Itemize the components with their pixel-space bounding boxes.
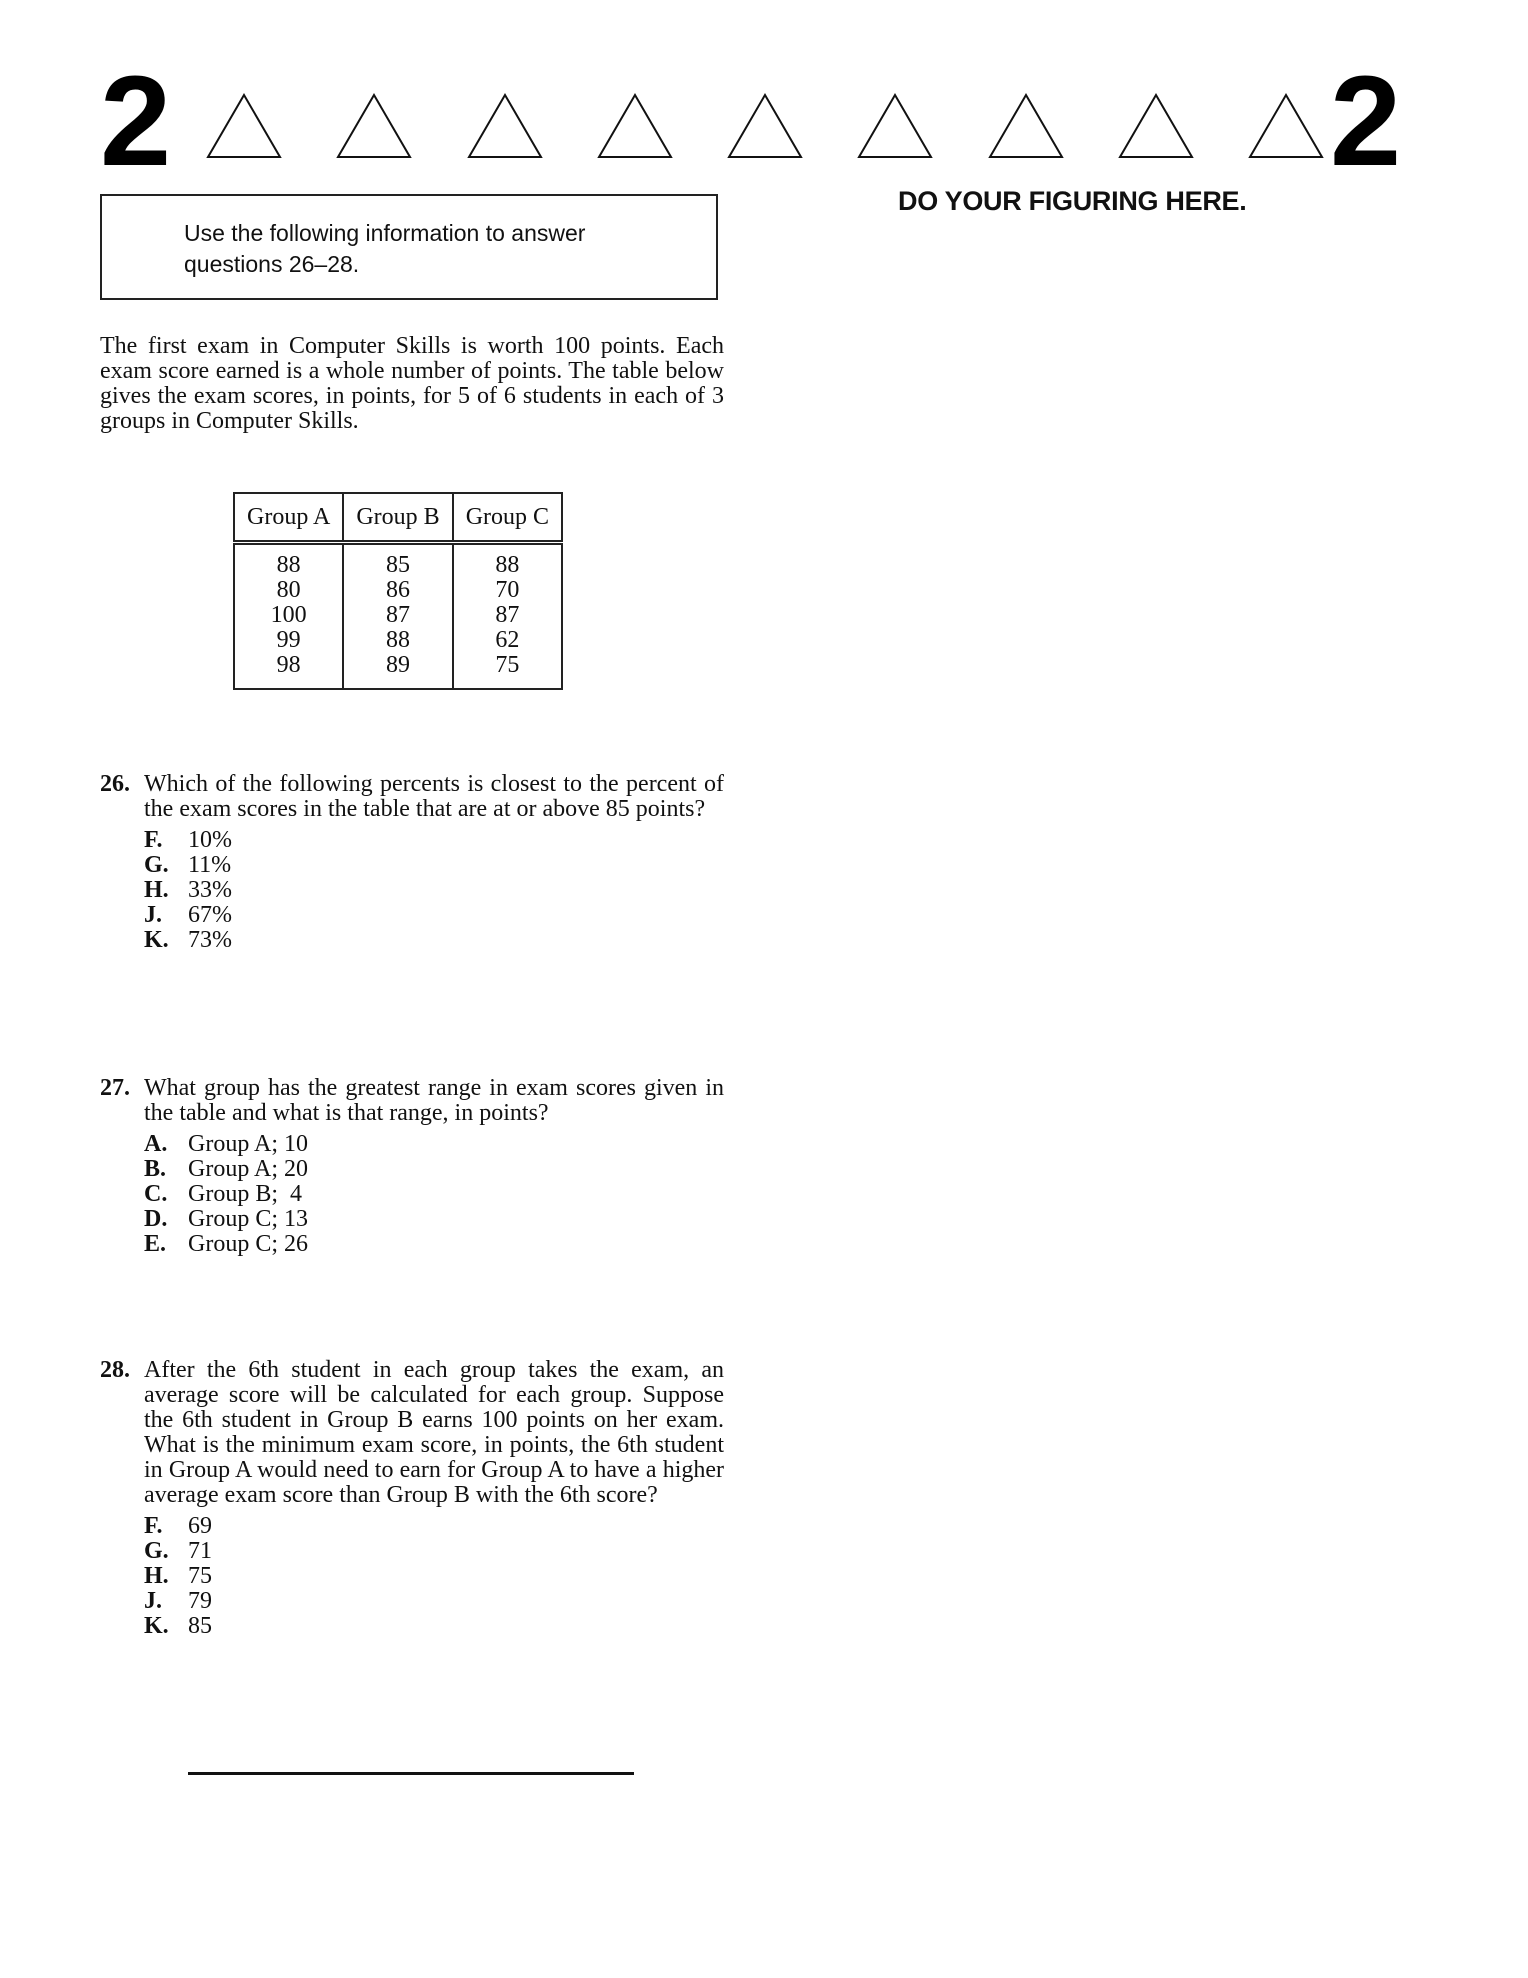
info-box-line-2: questions 26–28. [184,251,360,277]
choice-text: 67% [188,902,232,928]
choice-text: Group B; 4 [188,1181,302,1207]
figuring-label: DO YOUR FIGURING HERE. [898,186,1247,216]
answer-choice[interactable] [144,1182,724,1207]
triangle-icon [856,92,934,160]
question-number: 26. [100,771,130,797]
table-cell: 70 [453,578,562,603]
choice-letter: J. [144,902,162,928]
table-row [234,653,562,689]
choice-text: 85 [188,1613,212,1639]
triangle-row [205,92,1325,164]
choice-letter: G. [144,852,169,878]
table-cell: 62 [453,628,562,653]
answer-choice[interactable] [144,928,724,953]
answer-choice[interactable] [144,1514,724,1539]
table-cell: 80 [234,578,343,603]
triangle-icon [987,92,1065,160]
answer-choices [144,828,724,953]
answer-choice[interactable] [144,853,724,878]
table-cell: 88 [453,543,562,579]
choice-letter: H. [144,877,169,903]
table-row [234,628,562,653]
choice-letter: K. [144,1613,169,1639]
choice-text: 69 [188,1513,212,1539]
table-cell: 87 [453,603,562,628]
choice-letter: C. [144,1181,168,1207]
question-27 [100,1076,724,1257]
answer-choice[interactable] [144,903,724,928]
table-cell: 88 [234,543,343,579]
choice-letter: F. [144,827,163,853]
header-group-b: Group B [343,493,452,543]
table-cell: 88 [343,628,452,653]
question-stem: Which of the following percents is closest to the percent of the exam scores in the table that are at or above 85 points? [144,771,724,822]
choice-text: Group C; 13 [188,1206,308,1232]
info-box [100,194,718,300]
triangle-icon [335,92,413,160]
triangle-icon [466,92,544,160]
choice-text: 71 [188,1538,212,1564]
question-number: 28. [100,1357,130,1383]
answer-choice[interactable] [144,1539,724,1564]
choice-letter: J. [144,1588,162,1614]
triangle-icon [596,92,674,160]
section-number-left: 2 [100,50,172,193]
header-group-a: Group A [234,493,343,543]
choice-text: 10% [188,827,232,853]
answer-choice[interactable] [144,1207,724,1232]
choice-letter: D. [144,1206,168,1232]
choice-letter: K. [144,927,169,953]
table-cell: 98 [234,653,343,689]
choice-letter: F. [144,1513,163,1539]
choice-text: Group A; 20 [188,1156,308,1182]
end-of-section-rule [188,1772,634,1775]
triangle-icon [1117,92,1195,160]
choice-letter: B. [144,1156,167,1182]
info-box-line-1: Use the following information to answer [184,220,586,246]
table-row [234,578,562,603]
choice-letter: H. [144,1563,169,1589]
answer-choice[interactable] [144,1589,724,1614]
header-group-c: Group C [453,493,562,543]
triangle-icon [205,92,283,160]
triangle-icon [726,92,804,160]
answer-choice[interactable] [144,1132,724,1157]
table-row [234,543,562,579]
choice-text: Group A; 10 [188,1131,308,1157]
table-cell: 87 [343,603,452,628]
table-cell: 89 [343,653,452,689]
choice-letter: G. [144,1538,169,1564]
choice-letter: A. [144,1131,168,1157]
table-cell: 85 [343,543,452,579]
answer-choice[interactable] [144,828,724,853]
table-cell: 99 [234,628,343,653]
answer-choice[interactable] [144,1232,724,1257]
answer-choice[interactable] [144,1157,724,1182]
answer-choices [144,1514,724,1639]
answer-choice[interactable] [144,878,724,903]
intro-paragraph: The first exam in Computer Skills is worth 100 points. Each exam score earned is a whole number of points. The table below gives the exam scores, in points, for 5 of 6 students in each of 3 groups in Computer Skills. [100,333,724,434]
question-28 [100,1358,724,1639]
choice-text: 75 [188,1563,212,1589]
table-row [234,603,562,628]
table-header-row [234,493,562,543]
question-number: 27. [100,1075,130,1101]
choice-letter: E. [144,1231,167,1257]
scores-table [233,492,563,690]
table-cell: 100 [234,603,343,628]
answer-choice[interactable] [144,1614,724,1639]
question-stem: After the 6th student in each group takes the exam, an average score will be calculated for each group. Suppose the 6th student in Group B earns 100 points on her exam. What is the minimum exam score, in points, the 6th student in Group A would need to earn for Group A to have a higher average exam score than Group B with the 6th score? [144,1357,724,1508]
table-cell: 86 [343,578,452,603]
choice-text: 73% [188,927,232,953]
answer-choices [144,1132,724,1257]
choice-text: 33% [188,877,232,903]
question-26 [100,772,724,953]
triangle-icon [1247,92,1325,160]
section-number-right: 2 [1330,50,1402,193]
table-cell: 75 [453,653,562,689]
answer-choice[interactable] [144,1564,724,1589]
choice-text: 11% [188,852,232,878]
choice-text: 79 [188,1588,212,1614]
choice-text: Group C; 26 [188,1231,308,1257]
question-stem: What group has the greatest range in exam scores given in the table and what is that range, in points? [144,1075,724,1126]
